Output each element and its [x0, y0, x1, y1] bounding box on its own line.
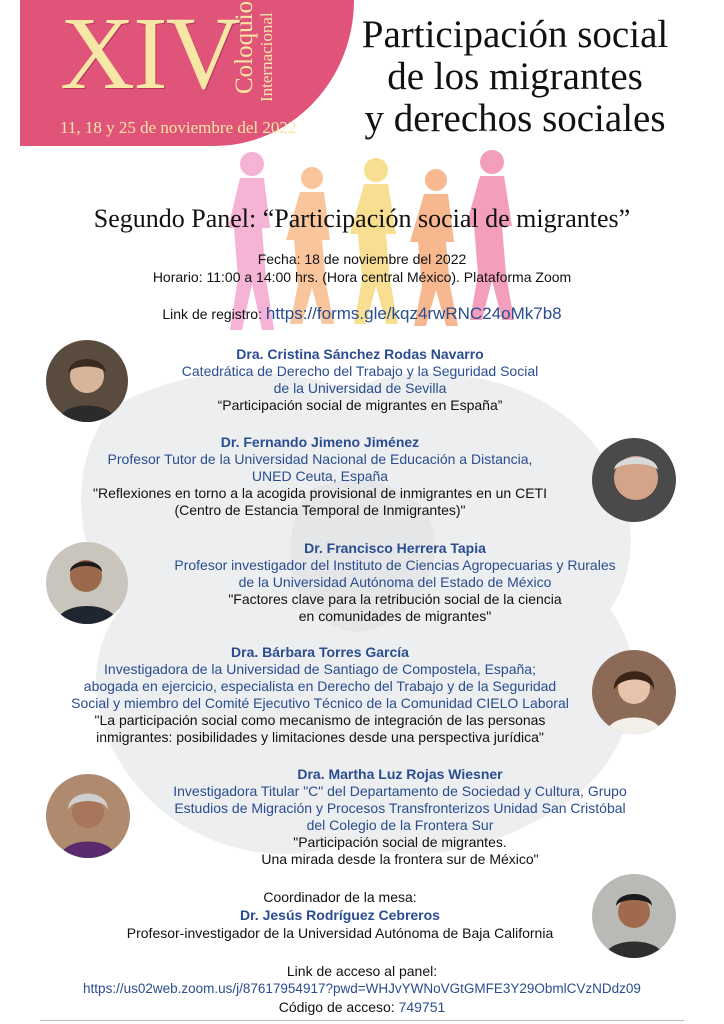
access-code-label: Código de acceso:	[278, 999, 395, 1015]
access-code: 749751	[398, 999, 446, 1015]
speaker-block	[160, 540, 630, 625]
speaker-photo	[592, 438, 676, 522]
access-link[interactable]: https://us02web.zoom.us/j/87617954917?pwd=WHJvYWNoVGtGMFE3Y29ObmlCVzNDdz09	[83, 981, 641, 996]
event-title-line: de los migrantes	[387, 55, 643, 98]
talk-title: (Centro de Estancia Temporal de Inmigrantes)"	[174, 502, 466, 518]
event-title-line: y derechos sociales	[364, 97, 666, 140]
speaker-affiliation: Investigadora de la Universidad de Santiago de Compostela, España;	[104, 661, 536, 677]
coordinator-photo	[592, 874, 676, 958]
colloquium-dates: 11, 18 y 25 de noviembre del 2022	[60, 118, 297, 137]
speaker-affiliation: UNED Ceuta, España	[251, 468, 389, 484]
talk-title: "Reflexiones en torno a la acogida provisional de inmigrantes en un CETI	[92, 485, 547, 501]
panel-date: Fecha: 18 de noviembre del 2022	[257, 251, 467, 267]
speaker-name: Dra. Cristina Sánchez Rodas Navarro	[236, 346, 484, 362]
talk-title: "Factores clave para la retribución social de la ciencia	[228, 591, 562, 607]
talk-title: en comunidades de migrantes"	[298, 608, 492, 624]
colloquium-number: XIV	[60, 0, 239, 111]
panel-schedule: Horario: 11:00 a 14:00 hrs. (Hora central México). Plataforma Zoom	[152, 269, 572, 285]
speaker-block	[70, 434, 570, 519]
coordinator-block	[100, 888, 580, 942]
registration-row	[0, 305, 724, 323]
speaker-photo	[46, 340, 128, 422]
coloquio-word: Coloquio	[231, 0, 258, 94]
speaker-block	[160, 766, 640, 868]
speaker-photo	[592, 650, 676, 734]
talk-title: inmigrantes: posibilidades y limitaciones desde una perspectiva jurídica"	[96, 729, 544, 745]
talk-title: "La participación social como mecanismo de integración de las personas	[94, 712, 546, 728]
internacional-word: Internacional	[257, 12, 276, 102]
speaker-affiliation: de la Universidad de Sevilla	[273, 380, 447, 396]
event-title-line: Participación social	[361, 13, 669, 56]
speaker-affiliation: Catedrática de Derecho del Trabajo y la Seguridad Social	[181, 363, 539, 379]
speaker-name: Dra. Martha Luz Rojas Wiesner	[297, 766, 503, 782]
speaker-affiliation: de la Universidad Autónoma del Estado de México	[238, 574, 552, 590]
speaker-affiliation: Investigadora Titular "C" del Departamento de Sociedad y Cultura, Grupo	[173, 783, 627, 799]
panel-title: Segundo Panel: “Participación social de migrantes”	[93, 204, 631, 233]
coordinator-label: Coordinador de la mesa:	[263, 889, 417, 905]
coordinator-name: Dr. Jesús Rodríguez Cebreros	[240, 907, 440, 923]
speaker-affiliation: Social y miembro del Comité Ejecutivo Técnico de la Comunidad CIELO Laboral	[71, 695, 569, 711]
speaker-name: Dr. Fernando Jimeno Jiménez	[220, 434, 420, 450]
speaker-affiliation: del Colegio de la Frontera Sur	[306, 817, 494, 833]
event-title	[338, 14, 692, 140]
colloquium-label	[229, 2, 275, 104]
registration-label: Link de registro:	[162, 306, 262, 322]
speaker-block	[60, 644, 580, 746]
speaker-affiliation: Estudios de Migración y Procesos Transfronterizos Unidad San Cristóbal	[174, 800, 626, 816]
access-label: Link de acceso al panel:	[286, 963, 438, 979]
speaker-block	[160, 346, 560, 414]
speaker-name: Dra. Bárbara Torres García	[231, 644, 409, 660]
speaker-affiliation: Profesor Tutor de la Universidad Nacional de Educación a Distancia,	[107, 451, 533, 467]
talk-title: Una mirada desde la frontera sur de México"	[261, 851, 539, 867]
speaker-affiliation: abogada en ejercicio, especialista en Derecho del Trabajo y de la Seguridad	[83, 678, 557, 694]
registration-link[interactable]: https://forms.gle/kqz4rwRNC24oMk7b8	[265, 304, 562, 323]
access-code-row	[0, 998, 724, 1016]
speaker-name: Dr. Francisco Herrera Tapia	[304, 540, 486, 556]
talk-title: “Participación social de migrantes en España”	[217, 397, 503, 413]
coordinator-affiliation: Profesor-investigador de la Universidad Autónoma de Baja California	[126, 925, 554, 941]
speaker-photo	[46, 774, 130, 858]
speaker-affiliation: Profesor investigador del Instituto de Ciencias Agropecuarias y Rurales	[174, 557, 616, 573]
footer-divider	[40, 1020, 684, 1021]
speaker-photo	[46, 542, 128, 624]
talk-title: "Participación social de migrantes.	[293, 834, 507, 850]
